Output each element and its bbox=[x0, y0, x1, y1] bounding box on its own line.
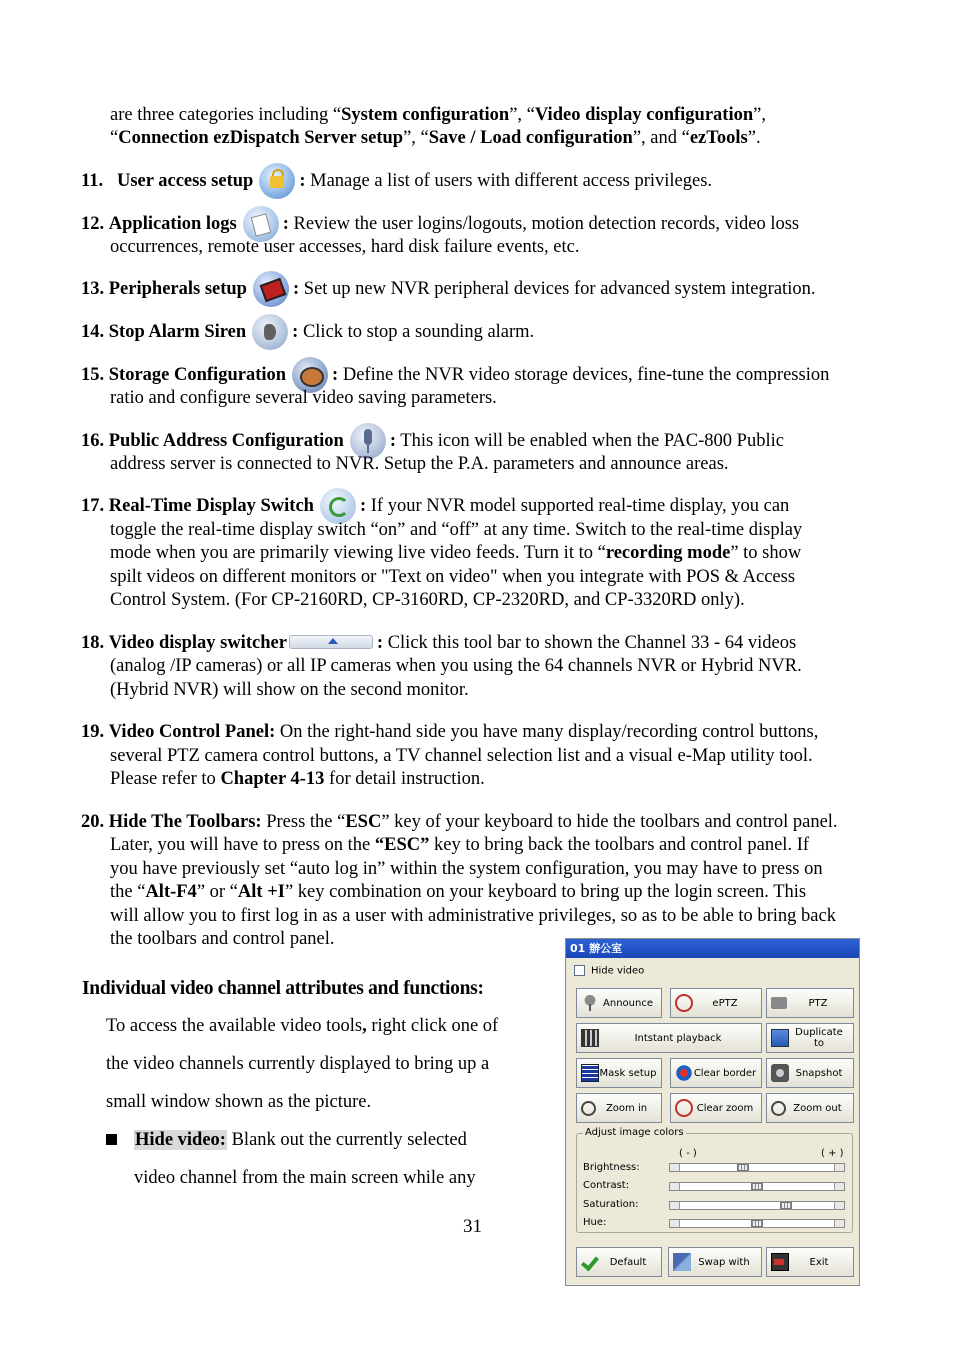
page-number: 31 bbox=[463, 1216, 482, 1237]
hide-video-label: Hide video bbox=[591, 965, 645, 977]
alt-i-term: Alt +I bbox=[237, 882, 285, 902]
mask-setup-label: Mask setup bbox=[599, 1067, 657, 1079]
intro-text: “ bbox=[110, 128, 119, 148]
zoom-in-icon bbox=[581, 1101, 596, 1116]
zoom-out-icon bbox=[771, 1101, 786, 1116]
esc-key-term: ESC bbox=[345, 812, 382, 832]
item-17 bbox=[81, 495, 789, 518]
item-text: the “ bbox=[110, 882, 146, 902]
intro-line-2 bbox=[110, 127, 761, 150]
instant-playback-label: Intstant playback bbox=[634, 1032, 722, 1044]
item-20-line-3: you have previously set “auto log in” within the system configuration, you may have to press on bbox=[110, 859, 823, 879]
item-20-line-2 bbox=[110, 834, 809, 857]
intro-text: ”, bbox=[753, 105, 766, 125]
item-number: 12. bbox=[81, 214, 105, 234]
colon: : bbox=[376, 633, 384, 653]
ptz-button[interactable] bbox=[766, 988, 854, 1018]
colon: : bbox=[299, 171, 306, 191]
item-14 bbox=[81, 321, 534, 344]
brightness-slider[interactable] bbox=[669, 1163, 845, 1172]
instant-playback-button[interactable] bbox=[576, 1023, 762, 1053]
eptz-button[interactable] bbox=[670, 988, 762, 1018]
item-17-line-2: toggle the real-time display switch “on” and “off” at any time. Switch to the real-time display bbox=[110, 520, 803, 540]
item-number: 20. bbox=[81, 812, 105, 832]
eptz-label: ePTZ bbox=[712, 997, 738, 1009]
brightness-label: Brightness: bbox=[583, 1162, 640, 1173]
intro-text: are three categories including “ bbox=[110, 105, 342, 125]
section-text: To access the available video tools bbox=[106, 1016, 363, 1036]
slider-left-arrow-icon[interactable] bbox=[670, 1220, 680, 1227]
item-title: Video display switcher bbox=[108, 633, 287, 653]
lock-icon bbox=[259, 163, 295, 199]
checkmark-icon bbox=[581, 1253, 599, 1271]
swap-with-button[interactable] bbox=[668, 1247, 762, 1277]
alt-f4-term: Alt-F4 bbox=[145, 882, 197, 902]
swap-icon bbox=[673, 1253, 691, 1271]
item-title: Real-Time Display Switch bbox=[108, 496, 314, 516]
adjust-image-colors-group bbox=[576, 1127, 853, 1233]
display-switcher-bar-icon bbox=[289, 635, 373, 649]
video-channel-menu-panel bbox=[565, 938, 860, 1286]
item-title: Stop Alarm Siren bbox=[108, 322, 247, 342]
clear-zoom-icon bbox=[675, 1099, 693, 1117]
slider-right-arrow-icon[interactable] bbox=[834, 1220, 844, 1227]
item-title: Public Address Configuration bbox=[108, 431, 344, 451]
slider-thumb[interactable] bbox=[780, 1202, 792, 1209]
contrast-label: Contrast: bbox=[583, 1180, 630, 1191]
item-title: Application logs bbox=[108, 214, 237, 234]
slider-right-arrow-icon[interactable] bbox=[834, 1183, 844, 1190]
camera-icon bbox=[771, 1064, 789, 1082]
intro-text: ”, “ bbox=[509, 105, 535, 125]
hide-video-checkbox[interactable] bbox=[574, 965, 585, 976]
clear-border-icon bbox=[675, 1064, 693, 1082]
slider-thumb[interactable] bbox=[751, 1220, 763, 1227]
minus-label: ( - ) bbox=[679, 1148, 697, 1159]
announce-label: Announce bbox=[603, 997, 653, 1009]
colon: : bbox=[332, 365, 339, 385]
item-12-line-2: occurrences, remote user accesses, hard disk failure events, etc. bbox=[110, 237, 580, 257]
eztools-term: ezTools bbox=[689, 128, 748, 148]
item-title: Hide The Toolbars: bbox=[108, 812, 262, 832]
item-11 bbox=[81, 170, 712, 193]
plus-label: ( + ) bbox=[821, 1148, 844, 1159]
item-17-line-3 bbox=[110, 542, 801, 565]
item-number: 11. bbox=[81, 171, 104, 191]
chapter-reference: Chapter 4-13 bbox=[220, 769, 325, 789]
item-12 bbox=[81, 213, 799, 236]
item-title: Video Control Panel: bbox=[108, 722, 276, 742]
bullet-text: Blank out the currently selected bbox=[226, 1130, 467, 1150]
connection-ezdispatch-term: Connection ezDispatch Server setup bbox=[118, 128, 404, 148]
item-title: Storage Configuration bbox=[108, 365, 287, 385]
hue-label: Hue: bbox=[583, 1217, 607, 1228]
clear-border-button[interactable] bbox=[670, 1058, 762, 1088]
item-text: ” to show bbox=[730, 543, 802, 563]
item-20-line-6: the toolbars and control panel. bbox=[110, 929, 335, 949]
eptz-icon bbox=[675, 994, 693, 1012]
item-description: Click this tool bar to shown the Channel 33 - 64 videos bbox=[383, 633, 797, 653]
microphone-icon bbox=[581, 994, 599, 1012]
item-description: Click to stop a sounding alarm. bbox=[298, 322, 535, 342]
contrast-slider[interactable] bbox=[669, 1182, 845, 1191]
panel-title: 01 辦公室 bbox=[566, 939, 859, 958]
item-15-line-2: ratio and configure several video saving parameters. bbox=[110, 388, 497, 408]
siren-icon bbox=[252, 314, 288, 350]
item-number: 15. bbox=[81, 365, 105, 385]
film-icon bbox=[581, 1029, 599, 1047]
item-description: On the right-hand side you have many display/recording control buttons, bbox=[275, 722, 819, 742]
clear-zoom-label: Clear zoom bbox=[696, 1102, 754, 1114]
item-16 bbox=[81, 430, 784, 453]
square-bullet-icon bbox=[106, 1134, 117, 1145]
slider-thumb[interactable] bbox=[751, 1183, 763, 1190]
snapshot-button[interactable] bbox=[766, 1058, 854, 1088]
swap-with-label: Swap with bbox=[698, 1256, 750, 1268]
item-number: 18. bbox=[81, 633, 105, 653]
ptz-camera-icon bbox=[771, 997, 787, 1009]
item-text: ” key of your keyboard to hide the toolbars and control panel. bbox=[381, 812, 838, 832]
item-description: This icon will be enabled when the PAC-800 Public bbox=[395, 431, 784, 451]
exit-label: Exit bbox=[809, 1256, 829, 1268]
recording-mode-term: recording mode bbox=[605, 543, 731, 563]
hue-slider[interactable] bbox=[669, 1219, 845, 1228]
section-text: right click one of bbox=[366, 1016, 499, 1036]
colon: : bbox=[389, 431, 396, 451]
slider-thumb[interactable] bbox=[737, 1164, 749, 1171]
snapshot-label: Snapshot bbox=[795, 1067, 843, 1079]
peripherals-icon bbox=[253, 271, 289, 307]
item-number: 17. bbox=[81, 496, 105, 516]
intro-text: ”, “ bbox=[403, 128, 429, 148]
item-number: 14. bbox=[81, 322, 105, 342]
slider-left-arrow-icon[interactable] bbox=[670, 1164, 680, 1171]
item-19-line-2: several PTZ camera control buttons, a TV channel selection list and a visual e-Map utility tool. bbox=[110, 746, 813, 766]
item-text: ” or “ bbox=[196, 882, 238, 902]
item-16-line-2: address server is connected to NVR. Setup the P.A. parameters and announce areas. bbox=[110, 454, 729, 474]
item-description: Manage a list of users with different access privileges. bbox=[305, 171, 713, 191]
slider-left-arrow-icon[interactable] bbox=[670, 1202, 680, 1209]
duplicate-label: Duplicate to bbox=[795, 1027, 843, 1049]
intro-text: ”. bbox=[747, 128, 761, 148]
system-configuration-term: System configuration bbox=[341, 105, 510, 125]
item-15 bbox=[81, 364, 829, 387]
clear-zoom-button[interactable] bbox=[670, 1093, 762, 1123]
zoom-in-button[interactable] bbox=[576, 1093, 662, 1123]
item-number: 19. bbox=[81, 722, 105, 742]
item-19 bbox=[81, 721, 818, 744]
adjust-image-colors-label: Adjust image colors bbox=[585, 1127, 684, 1138]
mask-setup-button[interactable] bbox=[576, 1058, 662, 1088]
item-text: Please refer to bbox=[110, 769, 221, 789]
exit-door-icon bbox=[771, 1253, 789, 1271]
section-paragraph-line-2: the video channels currently displayed to bring up a bbox=[106, 1054, 490, 1074]
intro-text: ”, and “ bbox=[632, 128, 690, 148]
item-17-line-5: Control System. (For CP-2160RD, CP-3160RD, CP-2320RD, and CP-3320RD only). bbox=[110, 590, 745, 610]
exit-button[interactable] bbox=[766, 1247, 854, 1277]
item-description: Set up new NVR peripheral devices for advanced system integration. bbox=[299, 279, 816, 299]
colon: : bbox=[359, 496, 367, 516]
item-title: User access setup bbox=[116, 171, 254, 191]
save-load-configuration-term: Save / Load configuration bbox=[428, 128, 633, 148]
item-text: Press the “ bbox=[261, 812, 346, 832]
colon: : bbox=[282, 214, 289, 234]
slider-left-arrow-icon[interactable] bbox=[670, 1183, 680, 1190]
video-display-configuration-term: Video display configuration bbox=[534, 105, 754, 125]
esc-key-term: “ESC” bbox=[374, 835, 430, 855]
clear-border-label: Clear border bbox=[693, 1067, 757, 1079]
mask-grid-icon bbox=[581, 1064, 599, 1082]
default-label: Default bbox=[609, 1256, 647, 1268]
item-text: key to bring back the toolbars and control panel. If bbox=[429, 835, 810, 855]
default-button[interactable] bbox=[576, 1247, 662, 1277]
item-text: mode when you are primarily viewing live video feeds. Turn it to “ bbox=[110, 543, 606, 563]
bullet-line-2: video channel from the main screen while any bbox=[134, 1168, 476, 1188]
item-text: for detail instruction. bbox=[324, 769, 485, 789]
duplicate-icon bbox=[771, 1029, 789, 1047]
ptz-label: PTZ bbox=[808, 997, 828, 1009]
item-number: 13. bbox=[81, 279, 105, 299]
item-18-line-2: (analog /IP cameras) or all IP cameras when you using the 64 channels NVR or Hybrid NVR. bbox=[110, 656, 802, 676]
section-paragraph-line-3: small window shown as the picture. bbox=[106, 1092, 372, 1112]
hide-video-checkbox-row[interactable] bbox=[574, 965, 644, 977]
item-number: 16. bbox=[81, 431, 105, 451]
item-18-line-3: (Hybrid NVR) will show on the second monitor. bbox=[110, 680, 469, 700]
item-20-line-4 bbox=[110, 881, 806, 904]
zoom-out-label: Zoom out bbox=[793, 1102, 842, 1114]
item-description: Review the user logins/logouts, motion detection records, video loss bbox=[288, 214, 800, 234]
item-17-line-4: spilt videos on different monitors or "Text on video" when you integrate with POS & Access bbox=[110, 567, 796, 587]
duplicate-to-button[interactable] bbox=[766, 1023, 854, 1053]
bullet-hide-video bbox=[134, 1130, 467, 1151]
colon: : bbox=[292, 279, 300, 299]
section-comma: , bbox=[362, 1016, 367, 1036]
zoom-in-label: Zoom in bbox=[605, 1102, 648, 1114]
announce-button[interactable] bbox=[576, 988, 662, 1018]
item-description: If your NVR model supported real-time display, you can bbox=[366, 496, 790, 516]
saturation-slider[interactable] bbox=[669, 1201, 845, 1210]
zoom-out-button[interactable] bbox=[766, 1093, 854, 1123]
intro-line-1 bbox=[110, 104, 766, 127]
section-heading: Individual video channel attributes and functions: bbox=[82, 978, 484, 999]
saturation-label: Saturation: bbox=[583, 1199, 639, 1210]
item-description: Define the NVR video storage devices, fine-tune the compression bbox=[338, 365, 830, 385]
item-text: Later, you will have to press on the bbox=[110, 835, 375, 855]
item-20 bbox=[81, 811, 838, 834]
item-19-line-3 bbox=[110, 768, 485, 791]
slider-right-arrow-icon[interactable] bbox=[834, 1202, 844, 1209]
section-paragraph-line-1 bbox=[106, 1016, 498, 1037]
item-13 bbox=[81, 278, 815, 301]
item-title: Peripherals setup bbox=[108, 279, 247, 299]
item-18 bbox=[81, 632, 796, 655]
hide-video-term: Hide video: bbox=[135, 1130, 226, 1150]
colon: : bbox=[292, 322, 299, 342]
item-20-line-5: will allow you to first log in as a user with administrative privileges, so as to be able to bring back bbox=[110, 906, 836, 926]
item-text: ” key combination on your keyboard to bring up the login screen. This bbox=[284, 882, 807, 902]
slider-right-arrow-icon[interactable] bbox=[834, 1164, 844, 1171]
